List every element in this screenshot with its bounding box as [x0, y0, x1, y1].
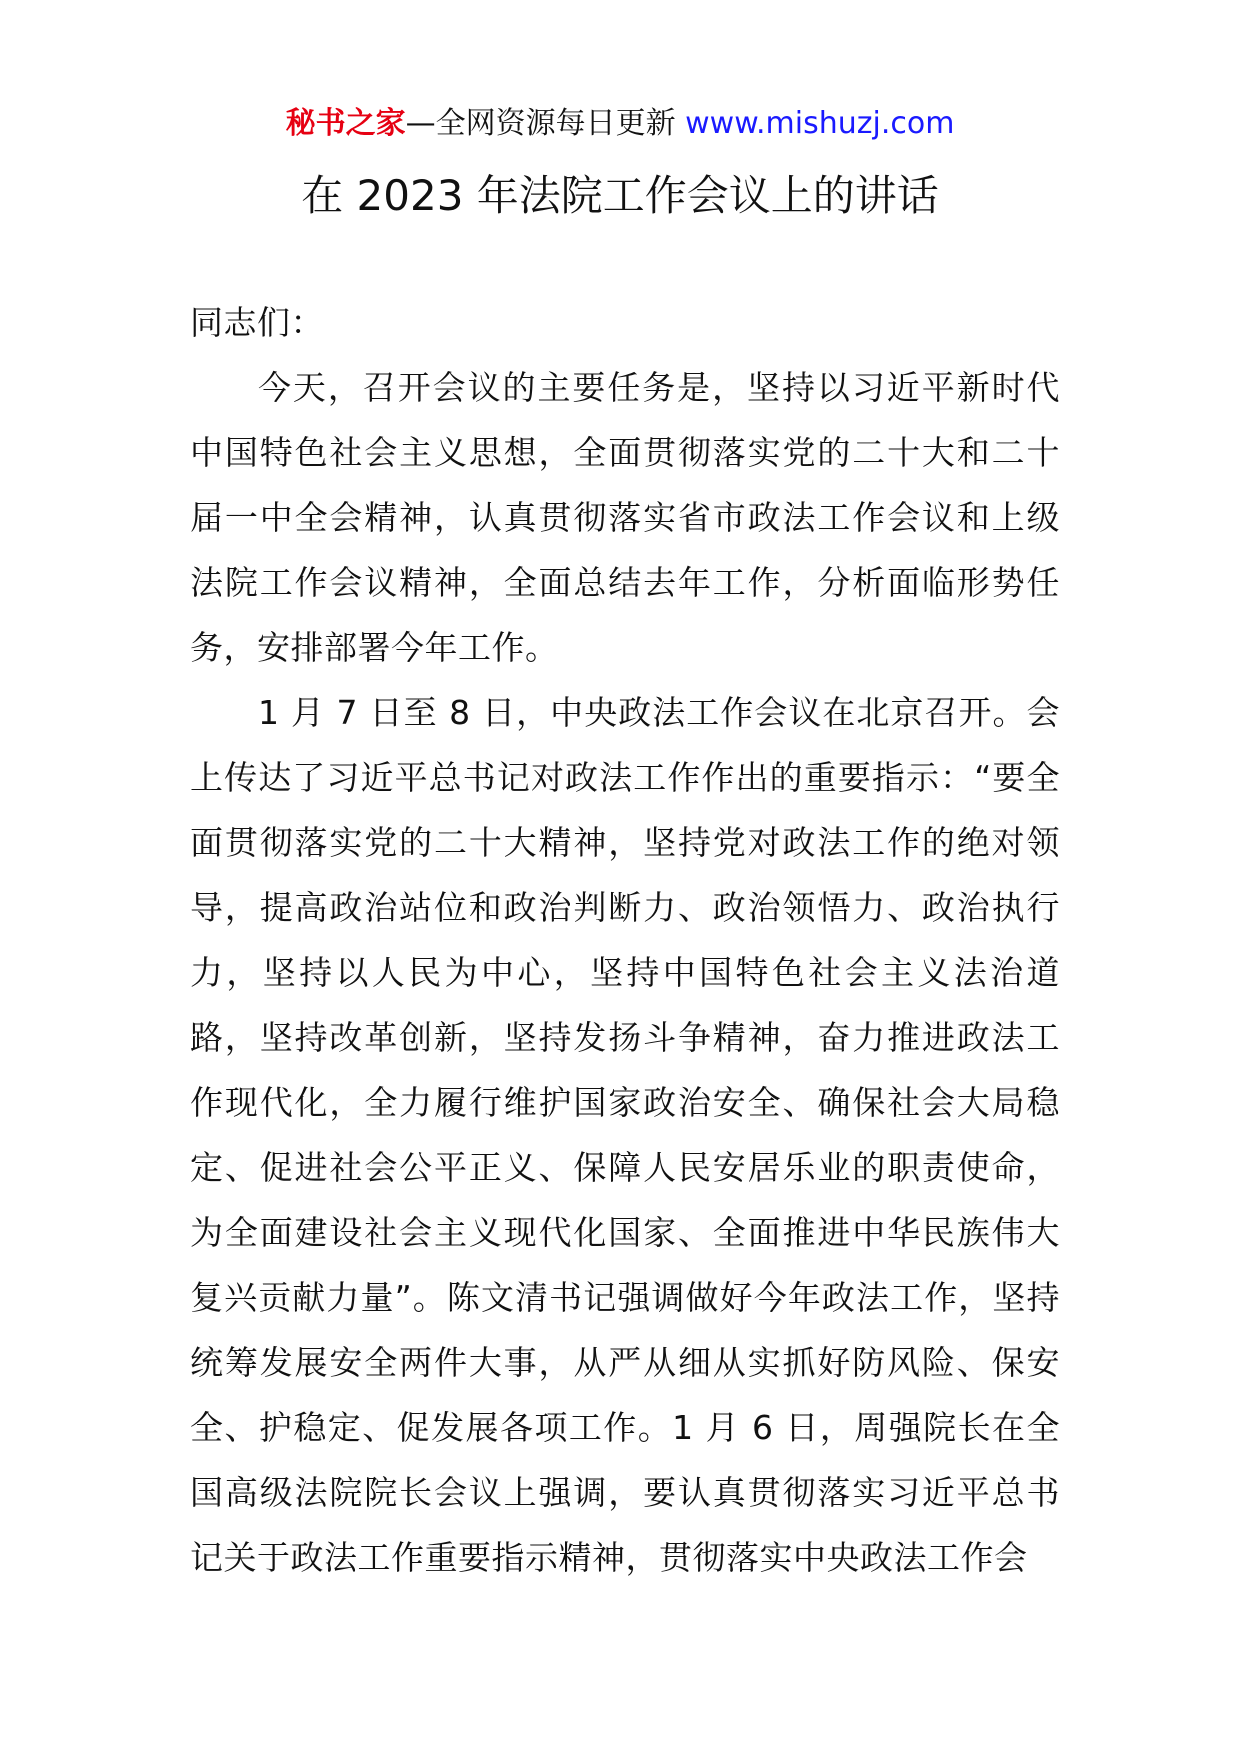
site-brand: 秘书之家	[285, 106, 406, 141]
document-title: 在 2023 年法院工作会议上的讲话	[301, 171, 939, 220]
salutation: 同志们：	[190, 303, 324, 342]
site-slogan: —全网资源每日更新	[405, 106, 676, 141]
site-header	[0, 104, 1240, 144]
body-paragraph: 今天，召开会议的主要任务是，坚持以习近平新时代中国特色社会主义思想，全面贯彻落实党的二十大和二十届一中全会精神，认真贯彻落实省市政法工作会议和上级法院工作会议精神，全面总结去年工作，分析面临形势任务，安排部署今年工作。	[190, 368, 1060, 667]
body-paragraph: 1 月 7 日至 8 日，中央政法工作会议在北京召开。会上传达了习近平总书记对政法工作作出的重要指示：“要全面贯彻落实党的二十大精神，坚持党对政法工作的绝对领导，提高政治站位和政治判断力、政治领悟力、政治执行力，坚持以人民为中心，坚持中国特色社会主义法治道路，坚持改革创新，坚持发扬斗争精神，奋力推进政法工作现代化，全力履行维护国家政治安全、确保社会大局稳定、促进社会公平正义、保障人民安居乐业的职责使命，为全面建设社会主义现代化国家、全面推进中华民族伟大复兴贡献力量”。陈文清书记强调做好今年政法工作，坚持统筹发展安全两件大事，从严从细从实抓好防风险、保安全、护稳定、促发展各项工作。1 月 6 日，周强院长在全国高级法院院长会议上强调，要认真贯彻落实习近平总书记关于政法工作重要指示精神，贯彻落实中央政法工作会	[190, 693, 1060, 1577]
document-body	[190, 290, 1060, 1590]
site-url-link[interactable]: www.mishuzj.com	[685, 106, 955, 141]
